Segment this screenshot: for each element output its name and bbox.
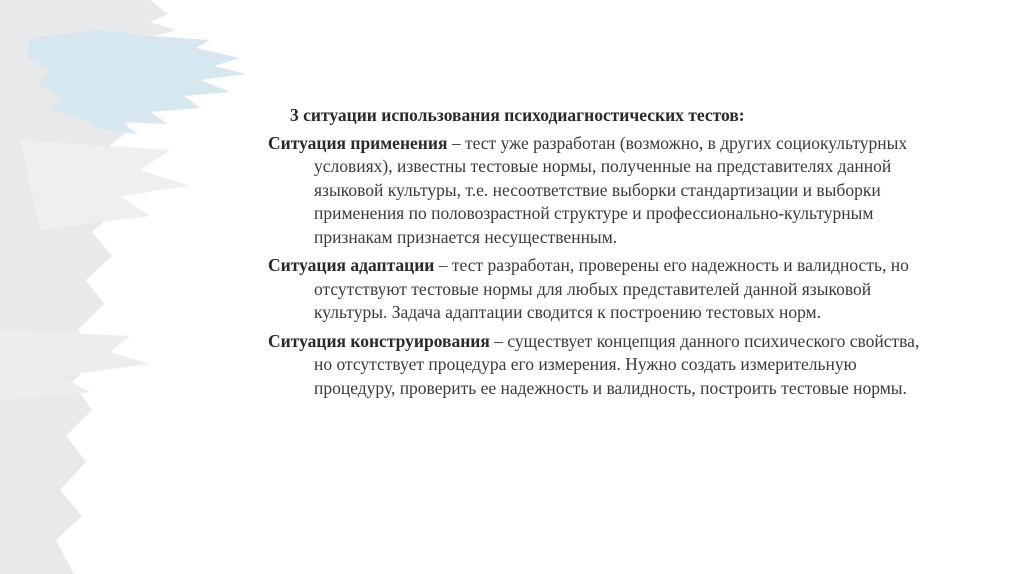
paragraph-construction (268, 330, 928, 401)
slide-content (268, 104, 928, 405)
term-construction: Ситуация конструирования (268, 330, 490, 351)
text-adaptation: – тест разработан, проверены его надежность и валидность, но отсутствуют тестовые нормы для любых представителей данной языковой культуры. Задача адаптации сводится к построению тестовых норм. (314, 255, 909, 322)
text-construction: – существует концепция данного психического свойства, но отсутствует процедура его измерения. Нужно создать измерительную процедуру, проверить ее надежность и валидность, построить тестовые нормы. (314, 330, 920, 398)
paragraph-application (268, 132, 928, 250)
gray-brush-streak (20, 140, 190, 230)
slide-heading: 3 ситуации использования психодиагностических тестов: (290, 105, 745, 125)
gray-brush-streak-2 (0, 330, 150, 400)
term-adaptation: Ситуация адаптации (268, 255, 435, 275)
text-application: – тест уже разработан (возможно, в других социокультурных условиях), известны тестовые нормы, полученные на представителях данной языковой культуры, т.е. несоответствие выборки стандартизации и выборки применения по половозрастной структуре и профессионально-культурным признакам признается несущественным. (314, 132, 908, 247)
term-application: Ситуация применения (268, 132, 448, 153)
paragraph-adaptation (268, 254, 928, 325)
